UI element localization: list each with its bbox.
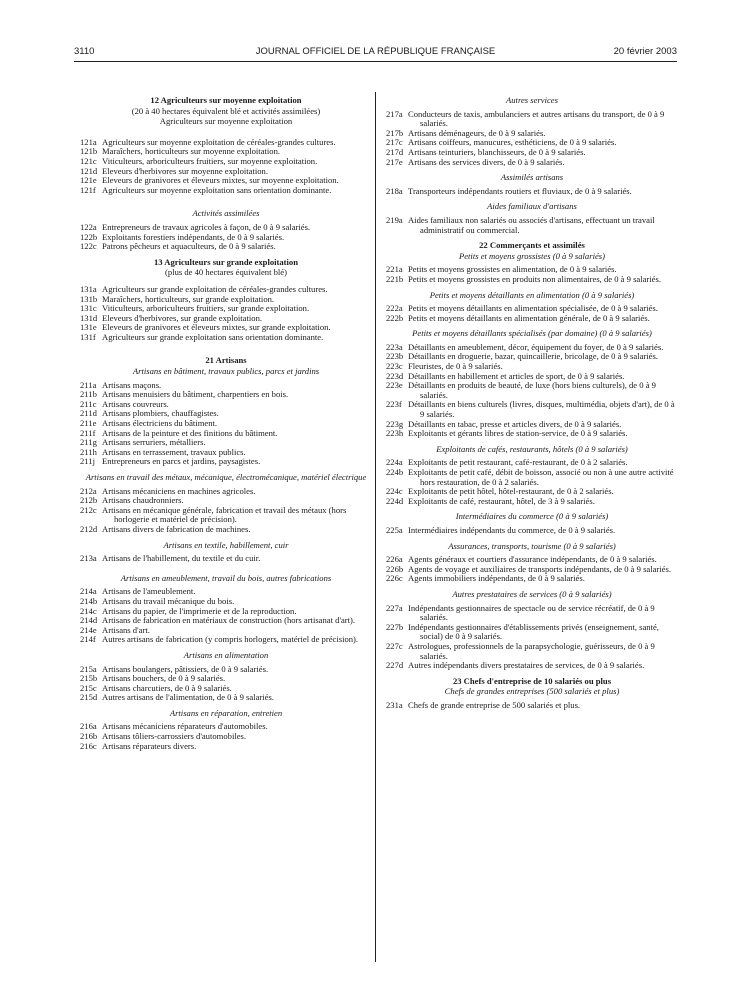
entry	[386, 187, 678, 197]
entry-text: Artisans bouchers, de 0 à 9 salariés.	[102, 673, 226, 684]
entry	[386, 216, 678, 235]
entry	[80, 186, 372, 196]
entry-text: Artisans mécaniciens réparateurs d'automobiles.	[102, 721, 268, 732]
entry-text: Eleveurs de granivores et éleveurs mixtes, sur grande exploitation.	[102, 322, 331, 333]
entry-code: 122b	[80, 231, 98, 242]
entry-code: 216c	[80, 740, 97, 751]
entry-code: 214c	[80, 605, 97, 616]
entry-text: Fleuristes, de 0 à 9 salariés.	[408, 361, 503, 372]
entry-text: Autres artisans de l'alimentation, de 0 à 9 salariés.	[102, 692, 274, 703]
entry	[386, 429, 678, 439]
entry-text: Agriculteurs sur grande exploitation de céréales-grandes cultures.	[102, 283, 328, 294]
entry-text: Agents de voyage et auxiliaires de transports indépendants, de 0 à 9 salariés.	[408, 563, 671, 574]
section-heading	[80, 356, 372, 366]
subsection-heading: Petits et moyens détaillants spécialisés (par domaine) (0 à 9 salariés)	[412, 328, 652, 339]
entry-text: Artisans chaudronniers.	[102, 495, 184, 506]
entry	[386, 400, 678, 419]
spacer	[80, 342, 372, 356]
entry-code: 222b	[386, 312, 404, 323]
entry-text: Agents immobiliers indépendants, de 0 à 9 salariés.	[408, 573, 585, 584]
entry-code: 214e	[80, 624, 97, 635]
page-header	[74, 46, 677, 60]
entry-code: 223g	[386, 418, 404, 429]
entry-code: 227a	[386, 602, 403, 613]
entry-text: Artisans de la peinture et des finitions du bâtiment.	[102, 427, 278, 438]
entry	[386, 623, 678, 642]
entry-code: 226a	[386, 554, 403, 565]
section-heading-text: 23 Chefs d'entreprise de 10 salariés ou plus	[452, 675, 612, 686]
section-heading	[386, 241, 678, 251]
entry-text: Chefs de grande entreprise de 500 salariés et plus.	[408, 699, 581, 710]
entry	[386, 701, 678, 711]
entry-code: 223c	[386, 361, 403, 372]
entry-code: 121d	[80, 165, 98, 176]
entry-code: 214b	[80, 595, 98, 606]
entry	[386, 604, 678, 623]
entry-code: 213a	[80, 553, 97, 564]
entry-code: 223d	[386, 370, 404, 381]
entry-text: Entrepreneurs de travaux agricoles à façon, de 0 à 9 salariés.	[102, 221, 311, 232]
entry-text: Artisans de l'ameublement.	[102, 586, 196, 597]
entry-code: 211j	[80, 456, 95, 467]
entry-code: 223a	[386, 341, 403, 352]
subsection-heading: Assimilés artisans	[500, 172, 564, 183]
entry	[386, 497, 678, 507]
entry-code: 216a	[80, 721, 97, 732]
entry-text: Exploitants de petit hôtel, hôtel-restaurant, de 0 à 2 salariés.	[408, 486, 614, 497]
entry-text: Transporteurs indépendants routiers et fluviaux, de 0 à 9 salariés.	[408, 185, 632, 196]
entry-text: Artisans charcutiers, de 0 à 9 salariés.	[102, 682, 232, 693]
entry-text: Détaillants en droguerie, bazar, quincaillerie, bricolage, de 0 à 9 salariés.	[408, 351, 658, 362]
entry-text: Exploitants forestiers indépendants, de 0 à 9 salariés.	[102, 231, 285, 242]
entry-text: Exploitants et gérants libres de station-service, de 0 à 9 salariés.	[408, 428, 628, 439]
entry-code: 224c	[386, 486, 403, 497]
entry-code: 121e	[80, 175, 97, 186]
entry-text: Viticulteurs, arboriculteurs fruitiers, sur moyenne exploitation.	[102, 155, 318, 166]
entry-code: 226b	[386, 563, 404, 574]
column-divider	[375, 92, 376, 962]
entry-text: Agriculteurs sur moyenne exploitation sans orientation dominante.	[102, 184, 332, 195]
entry-code: 223b	[386, 351, 404, 362]
entry-text: Artisans divers de fabrication de machines.	[102, 523, 251, 534]
entry-code: 211c	[80, 398, 97, 409]
entry	[386, 110, 678, 129]
entry-text: Intermédiaires indépendants du commerce, de 0 à 9 salariés.	[408, 524, 616, 535]
subsection-heading: Artisans en réparation, entretien	[169, 707, 283, 718]
entry-text: Artisans mécaniciens en machines agricoles.	[102, 485, 256, 496]
entry-text: Petits et moyens détaillants en alimentation spécialisée, de 0 à 9 salariés.	[408, 303, 658, 314]
subsection-heading: Activités assimilées	[192, 208, 260, 219]
entry-code: 214f	[80, 634, 96, 645]
entry-code: 227c	[386, 640, 403, 651]
entry-code: 224d	[386, 495, 404, 506]
entry-code: 122c	[80, 241, 97, 252]
entry-text: Petits et moyens grossistes en alimentation, de 0 à 9 salariés.	[408, 264, 617, 275]
subsection-heading: Autres services	[506, 95, 558, 105]
entry-code: 131d	[80, 312, 98, 323]
entry-code: 212a	[80, 485, 97, 496]
entry-code: 217e	[386, 156, 403, 167]
entry-text: Artisans du papier, de l'imprimerie et de la reproduction.	[102, 605, 297, 616]
subsection-heading: Assurances, transports, tourisme (0 à 9 salariés)	[448, 540, 616, 551]
entry-code: 219a	[386, 214, 403, 225]
entry-text: Artisans électriciens du bâtiment.	[102, 418, 218, 429]
entry	[80, 635, 372, 645]
entry-text: Patrons pêcheurs et aquaculteurs, de 0 à 9 salariés.	[102, 241, 276, 252]
entry-code: 212c	[80, 504, 97, 515]
entry-code: 131e	[80, 322, 97, 333]
entry	[386, 574, 678, 584]
entry-text: Artisans plombiers, chauffagistes.	[102, 408, 219, 419]
entry-code: 223f	[386, 399, 402, 410]
entry-code: 121b	[80, 146, 98, 157]
entry-code: 121c	[80, 155, 97, 166]
section-heading-text: 13 Agriculteurs sur grande exploitation	[153, 256, 299, 267]
subsection-heading: Autres prestataires de services (0 à 9 salariés)	[452, 588, 612, 599]
entry-code: 211b	[80, 389, 97, 400]
entry-text: Artisans teinturiers, blanchisseurs, de 0 à 9 salariés.	[408, 146, 586, 157]
entry-text: Autres artisans de fabrication (y compris horlogers, matériel de précision).	[102, 634, 359, 645]
subsection-heading: Artisans en ameublement, travail du bois, autres fabrications	[120, 572, 332, 583]
entry	[386, 158, 678, 168]
subsection-heading: Artisans en bâtiment, travaux publics, parcs et jardins	[132, 366, 320, 377]
section-heading	[80, 96, 372, 106]
entry-code: 217b	[386, 127, 404, 138]
entry-code: 131c	[80, 303, 97, 314]
entry-code: 211a	[80, 379, 97, 390]
section-heading-text: 22 Commerçants et assimilés	[479, 240, 585, 251]
entry-code: 212d	[80, 523, 98, 534]
page-number: 3110	[74, 46, 95, 57]
entry-text: Artisans serruriers, métalliers.	[102, 437, 206, 448]
entry-code: 231a	[386, 699, 403, 710]
entry-text: Conducteurs de taxis, ambulanciers et autres artisans du transport, de 0 à 9 salariés.	[408, 108, 665, 129]
right-column	[386, 96, 678, 710]
entry-text: Eleveurs d'herbivores, sur grande exploitation.	[102, 312, 263, 323]
spacer	[80, 195, 372, 209]
entry-text: Artisans en mécanique générale, fabrication et travail des métaux (hors horlogerie et matériel de précision).	[102, 504, 347, 525]
entry-code: 222a	[386, 303, 403, 314]
entry-code: 214a	[80, 586, 97, 597]
entry-text: Maraîchers, horticulteurs sur moyenne exploitation.	[102, 146, 281, 157]
entry-text: Artisans de l'habillement, du textile et du cuir.	[102, 553, 261, 564]
subsection-heading: Artisans en alimentation	[183, 649, 269, 660]
entry-text: Artisans en terrassement, travaux publics.	[102, 446, 246, 457]
entry-text: Artisans du travail mécanique du bois.	[102, 595, 235, 606]
entry	[386, 381, 678, 400]
entry-text: Aides familiaux non salariés ou associés d'artisans, effectuant un travail administratif ou commercial.	[408, 214, 655, 235]
entry	[80, 506, 372, 525]
entry-code: 131b	[80, 293, 98, 304]
entry-text: Artisans tôliers-carrossiers d'automobiles.	[102, 731, 247, 742]
entry-code: 212b	[80, 495, 98, 506]
entry-text: Petits et moyens détaillants en alimentation générale, de 0 à 9 salariés.	[408, 312, 650, 323]
subsection-heading: Petits et moyens grossistes (0 à 9 salariés)	[458, 250, 605, 261]
entry	[80, 457, 372, 467]
entry-code: 217c	[386, 137, 403, 148]
entry	[386, 468, 678, 487]
section-heading	[386, 677, 678, 687]
entry-text: Artisans menuisiers du bâtiment, charpentiers en bois.	[102, 389, 289, 400]
entry-code: 226c	[386, 573, 403, 584]
header-rule	[74, 61, 677, 62]
entry-code: 221a	[386, 264, 403, 275]
entry-code: 211g	[80, 437, 97, 448]
entry-code: 227d	[386, 660, 404, 671]
entry-text: Artisans boulangers, pâtissiers, de 0 à 9 salariés.	[102, 663, 269, 674]
entry-text: Agents généraux et courtiers d'assurance indépendants, de 0 à 9 salariés.	[408, 554, 657, 565]
entry	[386, 642, 678, 661]
entry-code: 216b	[80, 731, 98, 742]
issue-date: 20 février 2003	[613, 46, 677, 57]
entry-text: Exploitants de petit café, débit de boisson, associé ou non à une autre activité hors restauration, de 0 à 2 salariés.	[408, 467, 674, 487]
entry-code: 122a	[80, 221, 97, 232]
entry-text: Détaillants en biens culturels (livres, disques, multimédia, objets d'art), de 0 à 9 salariés.	[408, 399, 675, 420]
entry-code: 131f	[80, 331, 96, 342]
section-subtitle: Agriculteurs sur moyenne exploitation	[159, 116, 293, 127]
entry-code: 211d	[80, 408, 97, 419]
subsection-heading: Artisans en travail des métaux, mécanique, électromécanique, matériel électrique	[85, 472, 367, 482]
entry	[80, 742, 372, 752]
entry-text: Artisans couvreurs.	[102, 398, 169, 409]
entry-code: 121f	[80, 184, 96, 195]
entry-code: 224b	[386, 467, 404, 477]
section-subtitle: (plus de 40 hectares équivalent blé)	[165, 267, 287, 278]
entry-text: Artisans d'art.	[102, 624, 150, 635]
entry-text: Détaillants en produits de beauté, de luxe (hors biens culturels), de 0 à 9 salariés.	[408, 380, 656, 400]
subsection-heading: Chefs de grandes entreprises (500 salariés et plus)	[444, 686, 620, 697]
entry-code: 223e	[386, 380, 403, 391]
entry-text: Artisans déménageurs, de 0 à 9 salariés.	[408, 127, 546, 138]
entry-code: 211h	[80, 446, 97, 457]
entry	[80, 693, 372, 703]
entry-text: Détaillants en ameublement, décor, équipement du foyer, de 0 à 9 salariés.	[408, 341, 664, 352]
entry-text: Détaillants en habillement et articles de sport, de 0 à 9 salariés.	[408, 370, 625, 381]
entry-code: 218a	[386, 185, 403, 196]
entry-text: Viticulteurs, arboriculteurs fruitiers, sur grande exploitation.	[102, 303, 310, 314]
entry	[386, 526, 678, 536]
entry-text: Agriculteurs sur grande exploitation sans orientation dominante.	[102, 331, 324, 342]
entry-text: Entrepreneurs en parcs et jardins, paysagistes.	[102, 456, 261, 467]
section-heading	[80, 258, 372, 268]
journal-title: JOURNAL OFFICIEL DE LA RÉPUBLIQUE FRANÇAISE	[255, 46, 496, 57]
entry-text: Artisans réparateurs divers.	[102, 740, 197, 751]
entry-text: Artisans de fabrication en matériaux de construction (hors artisanat d'art).	[102, 615, 356, 626]
entry	[386, 275, 678, 285]
subsection-heading: Intermédiaires du commerce (0 à 9 salariés)	[455, 511, 609, 522]
entry-code: 215c	[80, 682, 97, 693]
entry	[386, 661, 678, 671]
entry-text: Eleveurs de granivores et éleveurs mixtes, sur moyenne exploitation.	[102, 175, 339, 186]
subsection-heading: Exploitants de cafés, restaurants, hôtels (0 à 9 salariés)	[436, 443, 628, 454]
entry-code: 224a	[386, 457, 403, 468]
entry	[386, 314, 678, 324]
entry-code: 225a	[386, 524, 403, 535]
entry-text: Indépendants gestionnaires de spectacle ou de service récréatif, de 0 à 9 salariés.	[408, 602, 655, 623]
entry-code: 215a	[80, 663, 97, 674]
entry-text: Indépendants gestionnaires d'établissements privés (enseignement, santé, social) de 0 à 9 salariés.	[408, 621, 659, 642]
entry-text: Maraîchers, horticulteurs, sur grande exploitation.	[102, 293, 275, 304]
entry-code: 211f	[80, 427, 96, 438]
entry-code: 223h	[386, 428, 404, 439]
entry-code: 217d	[386, 146, 404, 157]
entry-text: Artisans des services divers, de 0 à 9 salariés.	[408, 156, 565, 167]
entry-code: 217a	[386, 108, 403, 119]
entry-text: Exploitants de petit restaurant, café-restaurant, de 0 à 2 salariés.	[408, 457, 628, 468]
section-heading-text: 12 Agriculteurs sur moyenne exploitation	[150, 95, 302, 105]
entry-code: 121a	[80, 136, 97, 147]
entry-text: Exploitants de café, restaurant, hôtel, de 3 à 9 salariés.	[408, 495, 595, 506]
entry-text: Artisans maçons.	[102, 379, 162, 390]
entry-text: Eleveurs d'herbivores sur moyenne exploitation.	[102, 165, 268, 176]
subsection-heading: Petits et moyens détaillants en alimentation (0 à 9 salariés)	[429, 289, 635, 300]
entry-code: 215d	[80, 692, 98, 703]
entry-code: 131a	[80, 283, 97, 294]
entry	[80, 242, 372, 252]
entry	[80, 525, 372, 535]
entry-text: Autres indépendants divers prestataires de services, de 0 à 9 salariés.	[408, 660, 645, 671]
section-heading-text: 21 Artisans	[205, 355, 247, 366]
entry-text: Astrologues, professionnels de la parapsychologie, guérisseurs, de 0 à 9 salariés.	[408, 640, 655, 661]
entry	[80, 333, 372, 343]
section-subtitle: (20 à 40 hectares équivalent blé et activités assimilées)	[131, 105, 321, 116]
entry-text: Petits et moyens grossistes en produits non alimentaires, de 0 à 9 salariés.	[408, 273, 661, 284]
entry-code: 221b	[386, 273, 404, 284]
entry-text: Artisans coiffeurs, manucures, esthéticiens, de 0 à 9 salariés.	[408, 137, 617, 148]
entry-code: 214d	[80, 615, 98, 626]
entry	[80, 554, 372, 564]
entry-code: 211e	[80, 418, 97, 429]
left-column	[80, 96, 372, 751]
subsection-heading: Artisans en textile, habillement, cuir	[163, 539, 289, 550]
entry-text: Détaillants en tabac, presse et articles divers, de 0 à 9 salariés.	[408, 418, 622, 429]
entry-code: 215b	[80, 673, 98, 684]
entry-text: Agriculteurs sur moyenne exploitation de céréales-grandes cultures.	[102, 136, 336, 147]
entry-code: 227b	[386, 621, 404, 632]
subsection-heading: Aides familiaux d'artisans	[487, 201, 577, 212]
